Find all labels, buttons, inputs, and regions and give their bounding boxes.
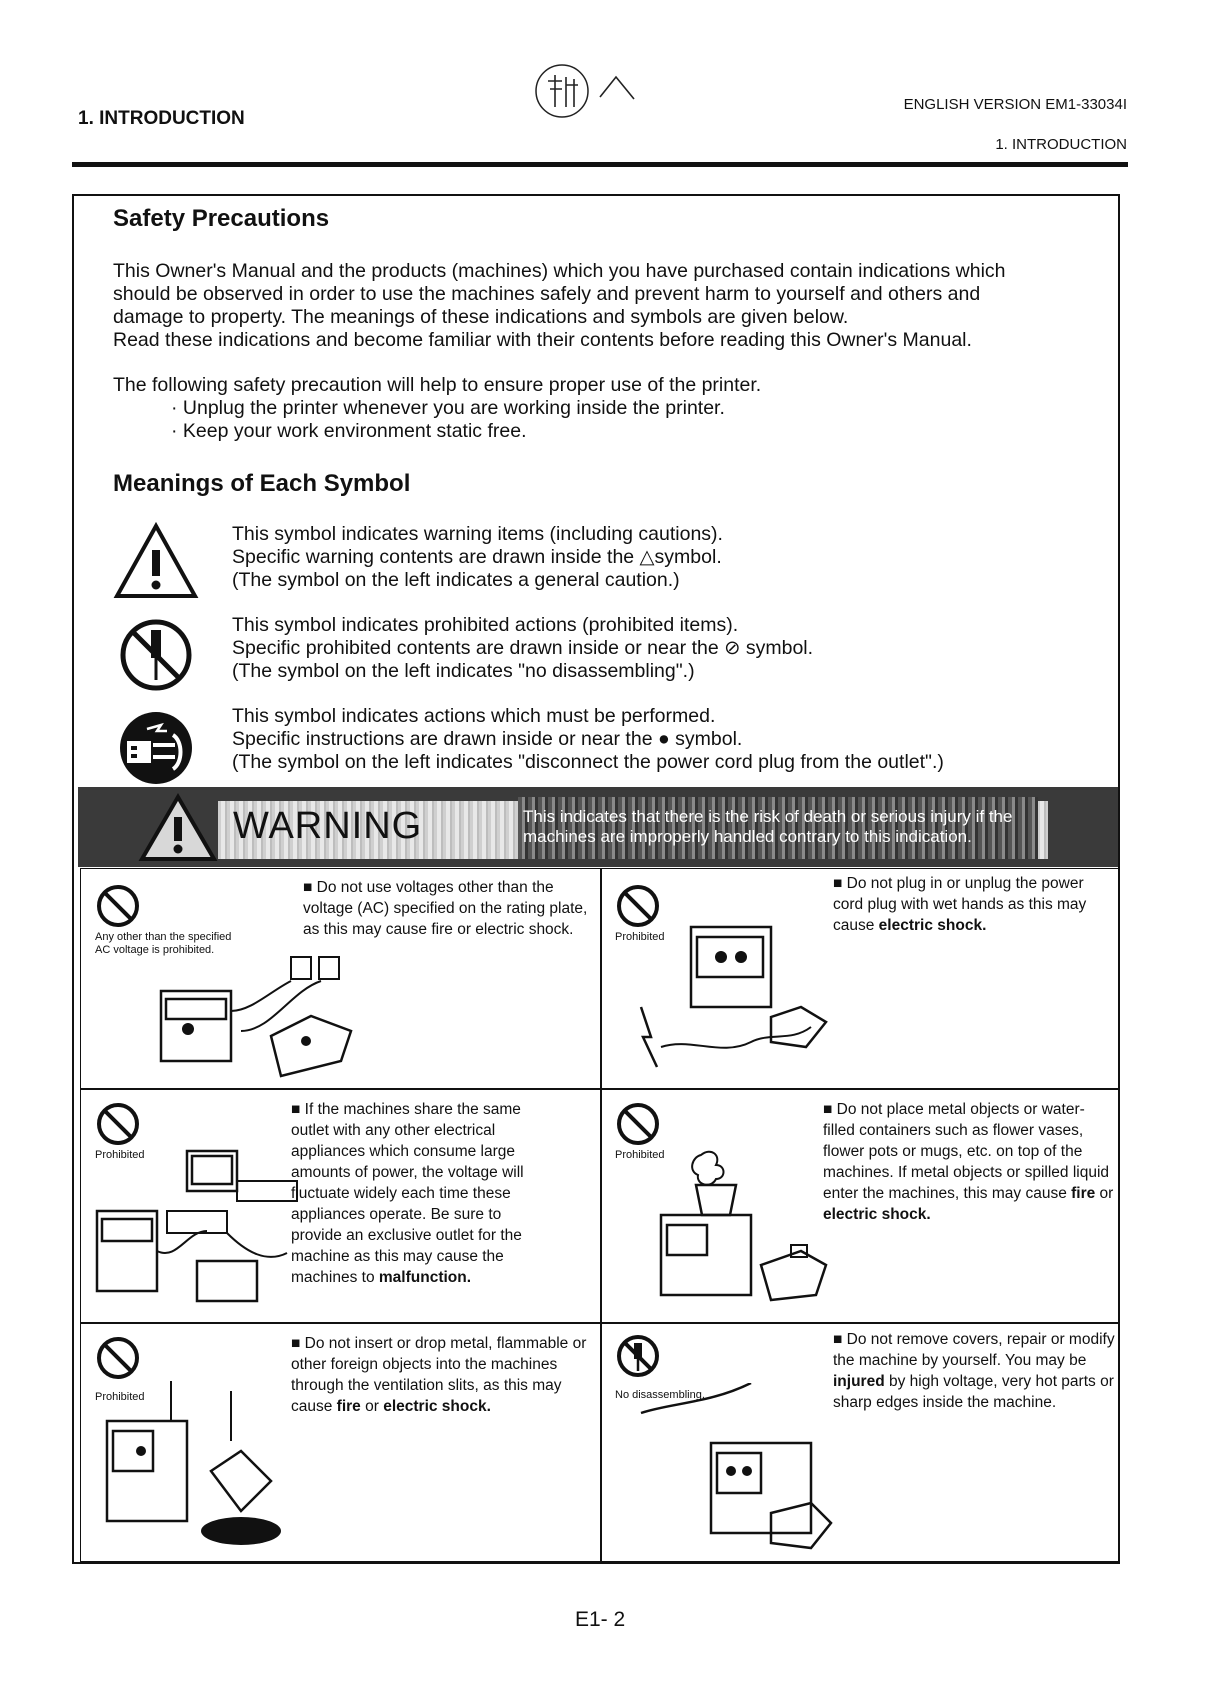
cell-text (291, 1333, 591, 1417)
disconnect-plug-icon (113, 705, 199, 791)
symbol-desc-line: This symbol indicates prohibited actions (prohibited items). (232, 614, 739, 636)
cell-text: ■ Do not use voltages other than the voltage (AC) specified on the rating plate, as this may cause fire or electric shock. (303, 879, 588, 938)
safety-paragraph (113, 260, 1093, 352)
cell-label: No disassembling. (615, 1389, 705, 1401)
no-disassembling-icon (113, 612, 199, 698)
foreign-objects-illustration-icon (91, 1381, 311, 1561)
section-heading: 1. INTRODUCTION (78, 108, 245, 129)
prohibited-icon (95, 1335, 141, 1381)
cell-text (291, 1099, 551, 1288)
warning-label: WARNING (233, 805, 423, 847)
running-head: 1. INTRODUCTION (995, 136, 1127, 153)
cell-text (833, 1329, 1115, 1413)
warning-triangle-icon (113, 520, 199, 606)
no-disassembling-icon (615, 1333, 661, 1379)
symbol-desc-line: This symbol indicates actions which must be performed. (232, 705, 716, 727)
warning-triangle-icon (138, 793, 218, 863)
symbol-desc-prohibited (232, 614, 1112, 683)
cell-label: Prohibited (615, 1149, 665, 1161)
symbol-desc-line: Specific warning contents are drawn inside the △symbol. (232, 546, 722, 568)
warning-cell (600, 1322, 1120, 1562)
cell-text-part: ■ Do not place metal objects or water-filled containers such as flower vases, flower pots or mugs, etc. on top of the machines. If metal objects or spilled liquid enter the machines, this may cause (823, 1101, 1110, 1202)
symbol-desc-line: (The symbol on the left indicates "no disassembling".) (232, 660, 695, 682)
symbol-desc-line: This symbol indicates warning items (including cautions). (232, 523, 723, 545)
warning-cell (600, 868, 1120, 1090)
cell-text-part: by high voltage, very hot parts or sharp edges inside the machine. (833, 1373, 1114, 1411)
prohibited-icon (95, 883, 141, 929)
shared-outlet-illustration-icon (87, 1141, 307, 1321)
cell-text-part: or (360, 1398, 384, 1415)
cell-text (823, 1099, 1115, 1225)
disassembling-illustration-icon (631, 1383, 841, 1558)
version-label: ENGLISH VERSION EM1-33034I (903, 96, 1127, 113)
flower-vase-illustration-icon (641, 1145, 831, 1315)
paragraph-line: damage to property. The meanings of these indications and symbols are given below. (113, 306, 849, 328)
warning-cell (80, 1322, 602, 1562)
symbol-desc-line: (The symbol on the left indicates "disconnect the power cord plug from the outlet".) (232, 751, 944, 773)
bullet-item: · Keep your work environment static free. (171, 420, 527, 442)
cell-label: Prohibited (615, 931, 665, 943)
cell-label: Prohibited (95, 1391, 145, 1403)
cell-text-part: ■ Do not plug in or unplug the power cord plug with wet hands as this may cause (833, 875, 1087, 934)
warning-grid (80, 868, 1120, 1562)
safety-intro (113, 374, 1093, 443)
symbol-desc-line: Specific prohibited contents are drawn inside or near the ⊘ symbol. (232, 637, 814, 659)
cell-text (833, 873, 1113, 936)
cell-text-bold: injured (833, 1373, 885, 1390)
symbol-desc-line: (The symbol on the left indicates a general caution.) (232, 569, 680, 591)
warning-description (523, 807, 1043, 847)
warning-cell (80, 1088, 602, 1324)
symbols-title: Meanings of Each Symbol (113, 470, 411, 497)
warning-line: This indicates that there is the risk of death or serious injury if the (523, 807, 1013, 826)
printer-illustration-icon (141, 951, 371, 1086)
cell-text-part: ■ Do not remove covers, repair or modify the machine by yourself. You may be (833, 1331, 1115, 1369)
paragraph-line: This Owner's Manual and the products (machines) which you have purchased contain indications which (113, 260, 1006, 282)
symbol-desc-warning (232, 523, 1112, 592)
warning-banner (78, 787, 1118, 867)
cell-label: Prohibited (95, 1149, 145, 1161)
safety-title: Safety Precautions (113, 205, 330, 232)
cell-text-bold: electric shock. (878, 917, 987, 934)
paragraph-line: Read these indications and become familiar with their contents before reading this Owner's Manual. (113, 329, 972, 351)
cell-text-part: or (1095, 1185, 1114, 1202)
cell-text-bold: fire (336, 1398, 361, 1415)
warning-cell (600, 1088, 1120, 1324)
wet-hands-plug-illustration-icon (621, 907, 831, 1087)
header-rule (72, 162, 1128, 167)
cell-text-bold: electric shock. (823, 1206, 931, 1223)
cell-text-part: ■ If the machines share the same outlet with any other electrical appliances which consume large amounts of power, the voltage will fluctuate widely each time these appliances operate. Be sure to provide an exclusive outlet for the machine as this may cause the machines to (291, 1101, 524, 1286)
symbol-desc-line: Specific instructions are drawn inside or near the ● symbol. (232, 728, 743, 750)
cell-text-bold: fire (1071, 1185, 1096, 1202)
warning-line: machines are improperly handled contrary to this indication. (523, 827, 972, 846)
warning-cell (80, 868, 602, 1090)
bullet-item: · Unplug the printer whenever you are working inside the printer. (171, 397, 725, 419)
paragraph-line: should be observed in order to use the machines safely and prevent harm to yourself and others and (113, 283, 981, 305)
prohibited-icon (615, 1101, 661, 1147)
handwritten-mark-icon (530, 55, 650, 125)
cell-text-part: ■ Do not insert or drop metal, flammable or other foreign objects into the machines through the ventilation slits, as this may cause (291, 1335, 587, 1415)
symbol-desc-instruction (232, 705, 1112, 774)
intro-line: The following safety precaution will help to ensure proper use of the printer. (113, 374, 762, 396)
cell-label: Any other than the specified AC voltage is prohibited. (95, 931, 232, 956)
cell-text-bold: electric shock. (383, 1398, 491, 1415)
page-number: E1- 2 (575, 1608, 626, 1631)
cell-text-bold: malfunction. (378, 1269, 472, 1286)
